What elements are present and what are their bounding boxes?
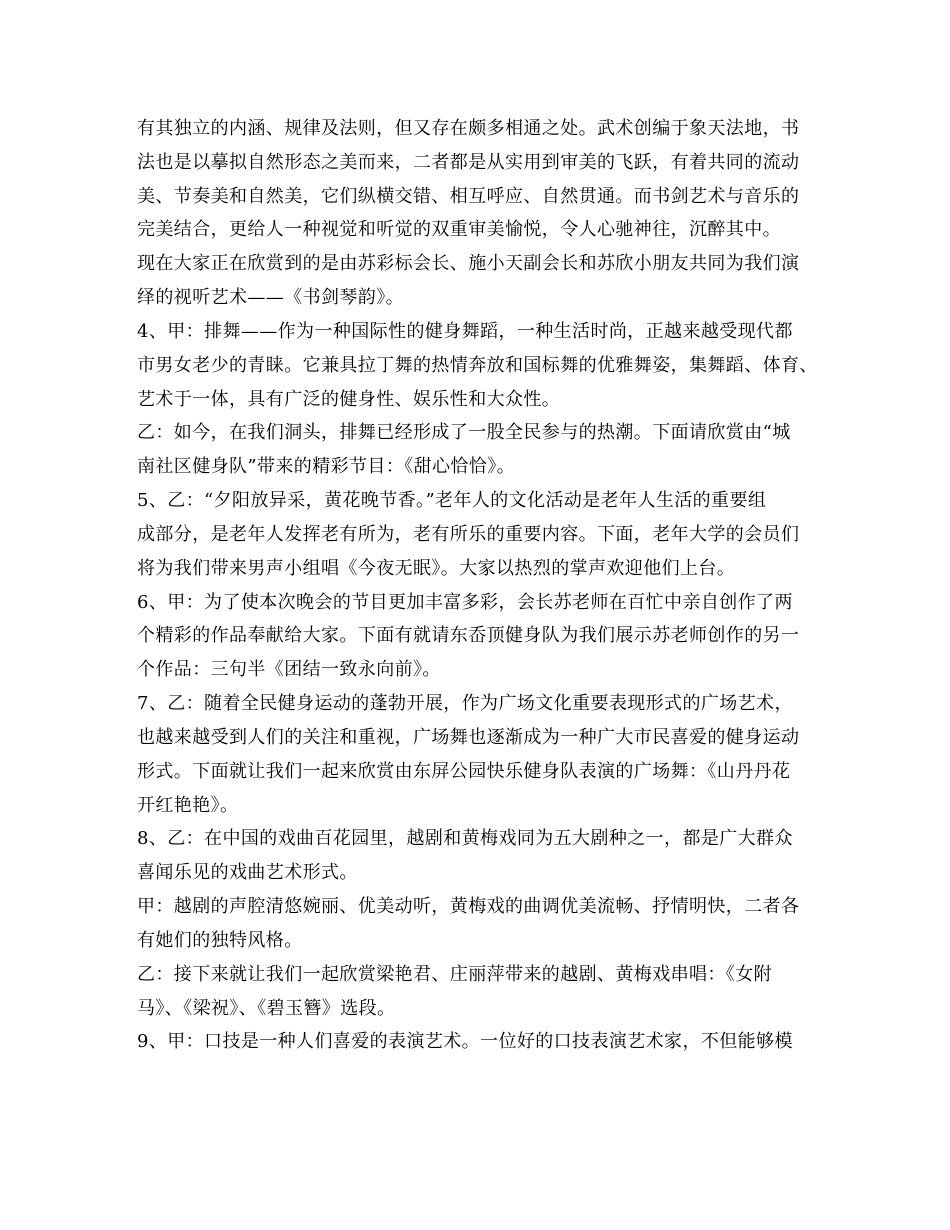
text-line: 有其独立的内涵、规律及法则，但又存在颇多相通之处。武术创编于象天法地，书 bbox=[137, 118, 800, 139]
text-line: 乙：接下来就让我们一起欣赏梁艳君、庄丽萍带来的越剧、黄梅戏串唱：《女附 bbox=[137, 964, 772, 985]
text-line: 现在大家正在欣赏到的是由苏彩标会长、施小天副会长和苏欣小朋友共同为我们演 bbox=[137, 253, 800, 274]
text-line: 艺术于一体，具有广泛的健身性、娱乐性和大众性。 bbox=[137, 389, 561, 410]
text-line: 有她们的独特风格。 bbox=[137, 930, 303, 951]
text-line: 7、乙：随着全民健身运动的蓬勃开展，作为广场文化重要表现形式的广场艺术， bbox=[137, 693, 793, 714]
text-line: 完美结合，更给人一种视觉和听觉的双重审美愉悦，令人心驰神往，沉醉其中。 bbox=[137, 219, 781, 240]
text-line: 甲：越剧的声腔清悠婉丽、优美动听，黄梅戏的曲调优美流畅、抒情明快，二者各 bbox=[137, 896, 800, 917]
text-line: 开红艳艳》。 bbox=[137, 795, 239, 816]
text-line: 个精彩的作品奉献给大家。下面有就请东岙顶健身队为我们展示苏老师创作的另一 bbox=[137, 625, 800, 646]
text-line: 6、甲：为了使本次晚会的节目更加丰富多彩，会长苏老师在百忙中亲自创作了两 bbox=[137, 592, 793, 613]
text-line: 个作品：三句半《团结一致永向前》。 bbox=[137, 659, 441, 680]
text-line: 也越来越受到人们的关注和重视，广场舞也逐渐成为一种广大市民喜爱的健身运动 bbox=[137, 727, 800, 748]
text-line: 将为我们带来男声小组唱《今夜无眠》。大家以热烈的掌声欢迎他们上台。 bbox=[137, 558, 736, 579]
text-line: 市男女老少的青睐。它兼具拉丁舞的热情奔放和国标舞的优雅舞姿，集舞蹈、体育、 bbox=[137, 355, 818, 376]
text-line: 成部分，是老年人发挥老有所为，老有所乐的重要内容。下面，老年大学的会员们 bbox=[137, 524, 800, 545]
text-line: 南社区健身队”带来的精彩节目：《甜心恰恰》。 bbox=[137, 456, 515, 477]
text-line: 形式。下面就让我们一起来欣赏由东屏公园快乐健身队表演的广场舞：《山丹丹花 bbox=[137, 761, 791, 782]
text-line: 马》、《梁祝》、《碧玉簪》选段。 bbox=[137, 998, 396, 1019]
text-line: 乙：如今，在我们洞头，排舞已经形成了一股全民参与的热潮。下面请欣赏由“城 bbox=[137, 422, 791, 443]
text-line: 绎的视听艺术——《书剑琴韵》。 bbox=[137, 287, 404, 308]
text-line: 法也是以摹拟自然形态之美而来，二者都是从实用到审美的飞跃，有着共同的流动 bbox=[137, 152, 800, 173]
text-line: 美、节奏美和自然美，它们纵横交错、相互呼应、自然贯通。而书剑艺术与音乐的 bbox=[137, 186, 800, 207]
text-line: 5、乙：“夕阳放异采，黄花晚节香。”老年人的文化活动是老年人生活的重要组 bbox=[137, 490, 767, 511]
text-line: 9、甲：口技是一种人们喜爱的表演艺术。一位好的口技表演艺术家，不但能够模 bbox=[137, 1031, 793, 1052]
text-line: 4、甲：排舞——作为一种国际性的健身舞蹈，一种生活时尚，正越来越受现代都 bbox=[137, 321, 793, 342]
text-line: 8、乙：在中国的戏曲百花园里，越剧和黄梅戏同为五大剧种之一，都是广大群众 bbox=[137, 828, 793, 849]
text-line: 喜闻乐见的戏曲艺术形式。 bbox=[137, 862, 358, 883]
